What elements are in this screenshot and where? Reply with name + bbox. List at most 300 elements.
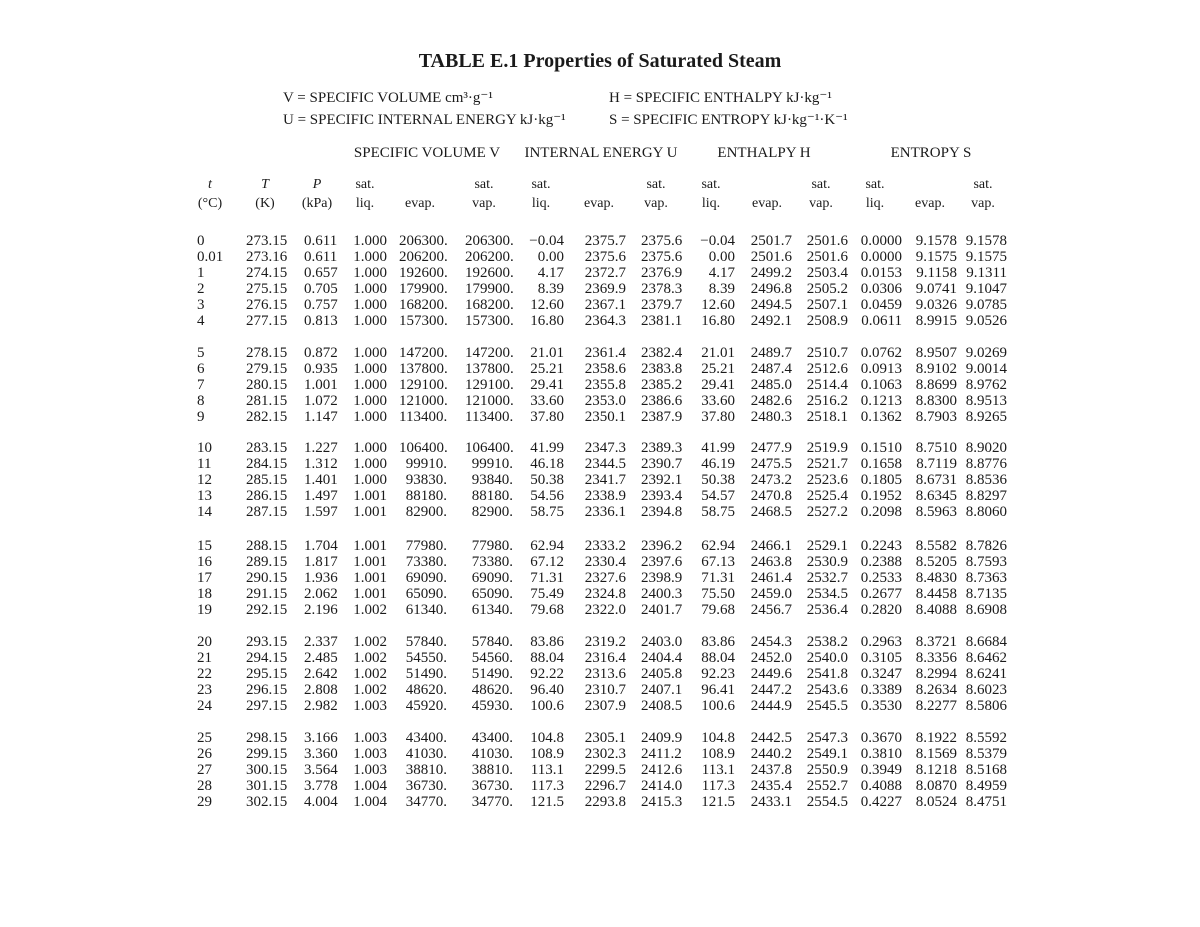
cell-u-sat-liq: 117.3 bbox=[530, 778, 564, 794]
cell-pressure: 0.705 bbox=[304, 281, 338, 297]
cell-s-sat-liq: 0.2963 bbox=[860, 634, 902, 650]
cell-u-sat-liq: 108.9 bbox=[530, 746, 564, 762]
cell-t-kelvin: 296.15 bbox=[246, 682, 288, 698]
cell-h-sat-liq: 75.50 bbox=[701, 586, 735, 602]
cell-v-sat-liq: 1.000 bbox=[353, 472, 387, 488]
cell-v-evap: 157300. bbox=[399, 313, 448, 329]
cell-v-sat-liq: 1.000 bbox=[353, 440, 387, 456]
cell-v-sat-vap: 129100. bbox=[465, 377, 514, 393]
cell-v-evap: 77980. bbox=[405, 538, 447, 554]
cell-h-evap: 2468.5 bbox=[750, 504, 792, 520]
header-v-evap-2: evap. bbox=[405, 196, 435, 211]
cell-pressure: 2.337 bbox=[304, 634, 338, 650]
header-u-sat-liq-1: sat. bbox=[531, 177, 551, 192]
cell-s-sat-vap: 8.9762 bbox=[965, 377, 1007, 393]
cell-v-evap: 41030. bbox=[405, 746, 447, 762]
cell-pressure: 0.935 bbox=[304, 361, 338, 377]
cell-u-sat-liq: 33.60 bbox=[530, 393, 564, 409]
cell-v-sat-vap: 99910. bbox=[471, 456, 513, 472]
cell-v-sat-liq: 1.000 bbox=[353, 297, 387, 313]
cell-v-evap: 179900. bbox=[399, 281, 448, 297]
cell-t-kelvin: 283.15 bbox=[246, 440, 288, 456]
cell-h-evap: 2437.8 bbox=[750, 762, 792, 778]
cell-v-sat-liq: 1.000 bbox=[353, 361, 387, 377]
cell-u-sat-liq: 37.80 bbox=[530, 409, 564, 425]
cell-pressure: 0.813 bbox=[304, 313, 338, 329]
group-header-enthalpy: ENTHALPY H bbox=[717, 145, 811, 161]
cell-v-sat-vap: 48620. bbox=[471, 682, 513, 698]
cell-v-evap: 48620. bbox=[405, 682, 447, 698]
cell-t-celsius: 22 bbox=[197, 666, 212, 682]
cell-h-sat-liq: 4.17 bbox=[708, 265, 735, 281]
cell-t-kelvin: 297.15 bbox=[246, 698, 288, 714]
cell-h-sat-vap: 2505.2 bbox=[806, 281, 848, 297]
cell-t-celsius: 8 bbox=[197, 393, 205, 409]
cell-u-evap: 2305.1 bbox=[584, 730, 626, 746]
cell-t-celsius: 6 bbox=[197, 361, 205, 377]
cell-v-sat-liq: 1.000 bbox=[353, 265, 387, 281]
cell-t-kelvin: 278.15 bbox=[246, 345, 288, 361]
cell-v-sat-liq: 1.000 bbox=[353, 345, 387, 361]
cell-s-sat-vap: 9.1578 bbox=[965, 233, 1007, 249]
cell-pressure: 2.062 bbox=[304, 586, 338, 602]
cell-v-sat-liq: 1.000 bbox=[353, 249, 387, 265]
cell-h-evap: 2489.7 bbox=[750, 345, 792, 361]
cell-h-evap: 2435.4 bbox=[750, 778, 792, 794]
cell-v-evap: 113400. bbox=[399, 409, 448, 425]
cell-h-sat-liq: 21.01 bbox=[701, 345, 735, 361]
cell-s-sat-vap: 8.4751 bbox=[965, 794, 1007, 810]
cell-u-sat-vap: 2405.8 bbox=[641, 666, 683, 682]
cell-u-sat-liq: 113.1 bbox=[530, 762, 564, 778]
legend-entropy: S = SPECIFIC ENTROPY kJ·kg⁻¹·K⁻¹ bbox=[609, 112, 848, 128]
cell-t-kelvin: 289.15 bbox=[246, 554, 288, 570]
cell-h-evap: 2494.5 bbox=[750, 297, 792, 313]
cell-s-evap: 8.4088 bbox=[915, 602, 957, 618]
cell-u-sat-vap: 2398.9 bbox=[641, 570, 683, 586]
cell-u-sat-vap: 2396.2 bbox=[641, 538, 683, 554]
cell-h-sat-liq: 58.75 bbox=[701, 504, 735, 520]
cell-u-evap: 2299.5 bbox=[584, 762, 626, 778]
cell-h-sat-liq: 88.04 bbox=[701, 650, 735, 666]
cell-h-sat-vap: 2503.4 bbox=[806, 265, 848, 281]
cell-s-sat-liq: 0.3670 bbox=[860, 730, 902, 746]
cell-u-sat-liq: 71.31 bbox=[530, 570, 564, 586]
header-h-sat-vap-1: sat. bbox=[811, 177, 831, 192]
cell-t-kelvin: 273.15 bbox=[246, 233, 288, 249]
cell-s-evap: 8.5205 bbox=[915, 554, 957, 570]
cell-u-sat-vap: 2382.4 bbox=[641, 345, 683, 361]
cell-h-sat-liq: 71.31 bbox=[701, 570, 735, 586]
cell-h-sat-liq: 33.60 bbox=[701, 393, 735, 409]
cell-u-sat-vap: 2404.4 bbox=[641, 650, 683, 666]
cell-v-sat-liq: 1.003 bbox=[353, 762, 387, 778]
cell-s-evap: 8.2634 bbox=[915, 682, 957, 698]
cell-u-sat-liq: 4.17 bbox=[537, 265, 564, 281]
cell-t-kelvin: 300.15 bbox=[246, 762, 288, 778]
cell-u-sat-vap: 2407.1 bbox=[641, 682, 683, 698]
cell-h-sat-vap: 2550.9 bbox=[806, 762, 848, 778]
cell-v-evap: 192600. bbox=[399, 265, 448, 281]
cell-u-evap: 2358.6 bbox=[584, 361, 626, 377]
cell-t-kelvin: 301.15 bbox=[246, 778, 288, 794]
cell-h-sat-vap: 2545.5 bbox=[806, 698, 848, 714]
header-v-sat-vap-1: sat. bbox=[474, 177, 494, 192]
cell-v-sat-vap: 54560. bbox=[471, 650, 513, 666]
cell-s-evap: 8.8699 bbox=[915, 377, 957, 393]
cell-s-sat-vap: 8.8776 bbox=[965, 456, 1007, 472]
cell-h-sat-liq: 100.6 bbox=[701, 698, 735, 714]
cell-s-sat-liq: 0.1805 bbox=[860, 472, 902, 488]
cell-s-sat-vap: 8.8060 bbox=[965, 504, 1007, 520]
cell-t-celsius: 12 bbox=[197, 472, 212, 488]
cell-s-sat-liq: 0.1510 bbox=[860, 440, 902, 456]
cell-v-sat-vap: 137800. bbox=[465, 361, 514, 377]
cell-pressure: 2.485 bbox=[304, 650, 338, 666]
cell-t-celsius: 29 bbox=[197, 794, 212, 810]
cell-pressure: 0.757 bbox=[304, 297, 338, 313]
cell-t-celsius: 21 bbox=[197, 650, 212, 666]
cell-s-sat-liq: 0.3949 bbox=[860, 762, 902, 778]
cell-s-sat-vap: 8.9265 bbox=[965, 409, 1007, 425]
header-v-sat-liq-2: liq. bbox=[355, 196, 375, 211]
cell-u-evap: 2355.8 bbox=[584, 377, 626, 393]
cell-h-sat-liq: 83.86 bbox=[701, 634, 735, 650]
cell-u-sat-liq: 121.5 bbox=[530, 794, 564, 810]
cell-u-evap: 2336.1 bbox=[584, 504, 626, 520]
cell-u-sat-vap: 2387.9 bbox=[641, 409, 683, 425]
cell-u-evap: 2307.9 bbox=[584, 698, 626, 714]
cell-s-evap: 8.9102 bbox=[915, 361, 957, 377]
cell-s-sat-liq: 0.3105 bbox=[860, 650, 902, 666]
cell-u-sat-liq: 25.21 bbox=[530, 361, 564, 377]
cell-u-sat-liq: 75.49 bbox=[530, 586, 564, 602]
cell-u-evap: 2333.2 bbox=[584, 538, 626, 554]
cell-s-sat-liq: 0.2388 bbox=[860, 554, 902, 570]
cell-h-evap: 2480.3 bbox=[750, 409, 792, 425]
cell-u-sat-vap: 2390.7 bbox=[641, 456, 683, 472]
cell-s-sat-liq: 0.0000 bbox=[860, 249, 902, 265]
cell-v-sat-liq: 1.001 bbox=[353, 504, 387, 520]
cell-s-evap: 8.1218 bbox=[915, 762, 957, 778]
cell-v-evap: 206200. bbox=[399, 249, 448, 265]
cell-u-evap: 2296.7 bbox=[584, 778, 626, 794]
cell-pressure: 2.808 bbox=[304, 682, 338, 698]
cell-s-sat-liq: 0.4227 bbox=[860, 794, 902, 810]
cell-pressure: 1.497 bbox=[304, 488, 338, 504]
cell-t-celsius: 4 bbox=[197, 313, 205, 329]
header-pressure-2: (kPa) bbox=[301, 196, 333, 211]
cell-h-sat-liq: 29.41 bbox=[701, 377, 735, 393]
cell-v-sat-liq: 1.000 bbox=[353, 313, 387, 329]
cell-v-sat-vap: 77980. bbox=[471, 538, 513, 554]
cell-u-evap: 2341.7 bbox=[584, 472, 626, 488]
cell-v-sat-liq: 1.000 bbox=[353, 377, 387, 393]
cell-s-evap: 8.9507 bbox=[915, 345, 957, 361]
cell-pressure: 1.817 bbox=[304, 554, 338, 570]
cell-u-sat-vap: 2378.3 bbox=[641, 281, 683, 297]
cell-u-sat-liq: 67.12 bbox=[530, 554, 564, 570]
cell-u-evap: 2350.1 bbox=[584, 409, 626, 425]
cell-v-sat-vap: 34770. bbox=[471, 794, 513, 810]
cell-v-sat-liq: 1.002 bbox=[353, 602, 387, 618]
cell-v-sat-liq: 1.001 bbox=[353, 570, 387, 586]
cell-t-celsius: 1 bbox=[197, 265, 205, 281]
cell-s-sat-vap: 8.5379 bbox=[965, 746, 1007, 762]
cell-h-sat-liq: 104.8 bbox=[701, 730, 735, 746]
cell-s-sat-liq: 0.2820 bbox=[860, 602, 902, 618]
cell-v-evap: 93830. bbox=[405, 472, 447, 488]
cell-t-celsius: 17 bbox=[197, 570, 212, 586]
cell-t-celsius: 27 bbox=[197, 762, 212, 778]
cell-h-sat-liq: 12.60 bbox=[701, 297, 735, 313]
cell-s-evap: 9.1575 bbox=[915, 249, 957, 265]
cell-s-sat-vap: 9.1575 bbox=[965, 249, 1007, 265]
cell-t-celsius: 5 bbox=[197, 345, 205, 361]
cell-pressure: 1.704 bbox=[304, 538, 338, 554]
cell-u-sat-liq: 16.80 bbox=[530, 313, 564, 329]
cell-t-kelvin: 286.15 bbox=[246, 488, 288, 504]
cell-v-sat-liq: 1.001 bbox=[353, 586, 387, 602]
cell-s-evap: 8.2994 bbox=[915, 666, 957, 682]
cell-h-evap: 2470.8 bbox=[750, 488, 792, 504]
cell-t-kelvin: 292.15 bbox=[246, 602, 288, 618]
cell-u-evap: 2372.7 bbox=[584, 265, 626, 281]
cell-s-evap: 8.6345 bbox=[915, 488, 957, 504]
cell-s-sat-liq: 0.3247 bbox=[860, 666, 902, 682]
cell-v-evap: 129100. bbox=[399, 377, 448, 393]
cell-h-sat-liq: 0.00 bbox=[708, 249, 735, 265]
cell-h-sat-vap: 2516.2 bbox=[806, 393, 848, 409]
cell-s-sat-vap: 8.5592 bbox=[965, 730, 1007, 746]
cell-h-sat-liq: 121.5 bbox=[701, 794, 735, 810]
cell-u-sat-liq: −0.04 bbox=[529, 233, 564, 249]
cell-u-sat-vap: 2383.8 bbox=[641, 361, 683, 377]
cell-h-evap: 2473.2 bbox=[750, 472, 792, 488]
cell-u-evap: 2344.5 bbox=[584, 456, 626, 472]
cell-h-sat-vap: 2523.6 bbox=[806, 472, 848, 488]
cell-t-kelvin: 276.15 bbox=[246, 297, 288, 313]
cell-u-evap: 2364.3 bbox=[584, 313, 626, 329]
header-pressure-1: P bbox=[312, 177, 322, 192]
cell-s-sat-liq: 0.3530 bbox=[860, 698, 902, 714]
group-header-volume: SPECIFIC VOLUME V bbox=[353, 145, 501, 161]
cell-s-sat-vap: 8.6908 bbox=[965, 602, 1007, 618]
cell-t-kelvin: 281.15 bbox=[246, 393, 288, 409]
cell-v-sat-liq: 1.002 bbox=[353, 682, 387, 698]
cell-t-celsius: 16 bbox=[197, 554, 212, 570]
cell-h-sat-liq: 8.39 bbox=[708, 281, 735, 297]
cell-u-evap: 2316.4 bbox=[584, 650, 626, 666]
cell-s-evap: 9.1578 bbox=[915, 233, 957, 249]
cell-v-sat-liq: 1.000 bbox=[353, 393, 387, 409]
cell-s-evap: 8.7119 bbox=[916, 456, 957, 472]
cell-s-sat-vap: 8.7826 bbox=[965, 538, 1007, 554]
cell-u-sat-vap: 2381.1 bbox=[641, 313, 683, 329]
cell-v-sat-liq: 1.001 bbox=[353, 554, 387, 570]
header-u-sat-vap-2: vap. bbox=[644, 196, 668, 211]
cell-s-sat-liq: 0.0306 bbox=[860, 281, 902, 297]
cell-u-sat-vap: 2386.6 bbox=[641, 393, 683, 409]
header-t-kelvin-1: T bbox=[261, 177, 269, 192]
cell-pressure: 1.001 bbox=[304, 377, 338, 393]
cell-u-evap: 2322.0 bbox=[584, 602, 626, 618]
cell-u-evap: 2369.9 bbox=[584, 281, 626, 297]
cell-v-sat-vap: 192600. bbox=[465, 265, 514, 281]
cell-v-evap: 147200. bbox=[399, 345, 448, 361]
cell-t-celsius: 10 bbox=[197, 440, 212, 456]
cell-v-sat-liq: 1.001 bbox=[353, 538, 387, 554]
cell-h-sat-liq: 79.68 bbox=[701, 602, 735, 618]
cell-u-sat-vap: 2409.9 bbox=[641, 730, 683, 746]
cell-pressure: 1.072 bbox=[304, 393, 338, 409]
cell-t-celsius: 25 bbox=[197, 730, 212, 746]
cell-h-sat-vap: 2501.6 bbox=[806, 233, 848, 249]
cell-u-sat-liq: 88.04 bbox=[530, 650, 564, 666]
cell-h-evap: 2496.8 bbox=[750, 281, 792, 297]
cell-h-sat-liq: 41.99 bbox=[701, 440, 735, 456]
cell-u-sat-liq: 8.39 bbox=[537, 281, 564, 297]
group-header-entropy: ENTROPY S bbox=[890, 145, 972, 161]
cell-v-sat-vap: 147200. bbox=[465, 345, 514, 361]
cell-t-kelvin: 302.15 bbox=[246, 794, 288, 810]
cell-t-celsius: 3 bbox=[197, 297, 205, 313]
header-s-sat-vap-1: sat. bbox=[973, 177, 993, 192]
cell-h-evap: 2440.2 bbox=[750, 746, 792, 762]
header-s-sat-vap-2: vap. bbox=[971, 196, 995, 211]
cell-h-evap: 2454.3 bbox=[750, 634, 792, 650]
cell-v-evap: 137800. bbox=[399, 361, 448, 377]
cell-v-sat-vap: 51490. bbox=[471, 666, 513, 682]
cell-h-sat-vap: 2529.1 bbox=[806, 538, 848, 554]
cell-h-evap: 2452.0 bbox=[750, 650, 792, 666]
cell-u-evap: 2367.1 bbox=[584, 297, 626, 313]
cell-v-sat-vap: 41030. bbox=[471, 746, 513, 762]
cell-pressure: 1.227 bbox=[304, 440, 338, 456]
cell-h-evap: 2501.6 bbox=[750, 249, 792, 265]
cell-h-evap: 2456.7 bbox=[750, 602, 792, 618]
cell-v-evap: 106400. bbox=[399, 440, 448, 456]
cell-u-sat-liq: 21.01 bbox=[530, 345, 564, 361]
cell-v-sat-vap: 93840. bbox=[471, 472, 513, 488]
cell-pressure: 1.597 bbox=[304, 504, 338, 520]
cell-h-sat-vap: 2525.4 bbox=[806, 488, 848, 504]
cell-u-sat-vap: 2385.2 bbox=[641, 377, 683, 393]
cell-v-sat-liq: 1.003 bbox=[353, 698, 387, 714]
cell-v-evap: 99910. bbox=[405, 456, 447, 472]
cell-s-sat-vap: 8.8297 bbox=[965, 488, 1007, 504]
cell-h-sat-vap: 2518.1 bbox=[806, 409, 848, 425]
cell-h-sat-vap: 2514.4 bbox=[806, 377, 848, 393]
cell-h-evap: 2475.5 bbox=[750, 456, 792, 472]
cell-v-sat-liq: 1.002 bbox=[353, 666, 387, 682]
cell-t-kelvin: 294.15 bbox=[246, 650, 288, 666]
cell-h-sat-vap: 2532.7 bbox=[806, 570, 848, 586]
cell-v-sat-vap: 45930. bbox=[471, 698, 513, 714]
cell-v-evap: 38810. bbox=[405, 762, 447, 778]
cell-u-sat-vap: 2389.3 bbox=[641, 440, 683, 456]
cell-u-sat-vap: 2403.0 bbox=[641, 634, 683, 650]
cell-v-sat-vap: 206300. bbox=[465, 233, 514, 249]
cell-s-evap: 9.1158 bbox=[916, 265, 957, 281]
cell-s-evap: 8.0870 bbox=[915, 778, 957, 794]
cell-h-sat-vap: 2534.5 bbox=[806, 586, 848, 602]
cell-v-evap: 69090. bbox=[405, 570, 447, 586]
cell-t-celsius: 0.01 bbox=[197, 249, 224, 265]
cell-h-sat-vap: 2543.6 bbox=[806, 682, 848, 698]
header-s-sat-liq-2: liq. bbox=[865, 196, 885, 211]
cell-t-kelvin: 288.15 bbox=[246, 538, 288, 554]
cell-v-evap: 206300. bbox=[399, 233, 448, 249]
cell-t-celsius: 18 bbox=[197, 586, 212, 602]
cell-u-sat-vap: 2408.5 bbox=[641, 698, 683, 714]
cell-t-celsius: 2 bbox=[197, 281, 205, 297]
cell-s-sat-liq: 0.2677 bbox=[860, 586, 902, 602]
cell-pressure: 3.360 bbox=[304, 746, 338, 762]
cell-v-sat-liq: 1.003 bbox=[353, 746, 387, 762]
cell-h-sat-vap: 2521.7 bbox=[806, 456, 848, 472]
cell-t-kelvin: 299.15 bbox=[246, 746, 288, 762]
cell-u-sat-liq: 62.94 bbox=[530, 538, 564, 554]
cell-v-evap: 45920. bbox=[405, 698, 447, 714]
cell-h-evap: 2487.4 bbox=[750, 361, 792, 377]
group-header-internal-energy: INTERNAL ENERGY U bbox=[524, 145, 678, 161]
header-s-sat-liq-1: sat. bbox=[865, 177, 885, 192]
cell-v-sat-vap: 168200. bbox=[465, 297, 514, 313]
header-h-sat-vap-2: vap. bbox=[809, 196, 833, 211]
cell-u-evap: 2347.3 bbox=[584, 440, 626, 456]
cell-v-sat-liq: 1.004 bbox=[353, 794, 387, 810]
cell-v-sat-vap: 157300. bbox=[465, 313, 514, 329]
cell-s-evap: 8.3721 bbox=[915, 634, 957, 650]
cell-v-sat-vap: 179900. bbox=[465, 281, 514, 297]
cell-u-sat-vap: 2375.6 bbox=[641, 233, 683, 249]
header-s-evap-2: evap. bbox=[915, 196, 945, 211]
cell-h-sat-liq: 50.38 bbox=[701, 472, 735, 488]
cell-s-sat-vap: 9.0526 bbox=[965, 313, 1007, 329]
cell-u-evap: 2361.4 bbox=[584, 345, 626, 361]
cell-u-sat-liq: 83.86 bbox=[530, 634, 564, 650]
cell-s-sat-vap: 8.5806 bbox=[965, 698, 1007, 714]
cell-v-sat-vap: 206200. bbox=[465, 249, 514, 265]
cell-h-evap: 2485.0 bbox=[750, 377, 792, 393]
cell-h-evap: 2501.7 bbox=[750, 233, 792, 249]
cell-h-sat-liq: 46.19 bbox=[701, 456, 735, 472]
cell-v-evap: 54550. bbox=[405, 650, 447, 666]
cell-u-sat-vap: 2415.3 bbox=[641, 794, 683, 810]
cell-h-evap: 2463.8 bbox=[750, 554, 792, 570]
cell-u-sat-vap: 2412.6 bbox=[641, 762, 683, 778]
cell-t-celsius: 15 bbox=[197, 538, 212, 554]
cell-t-celsius: 24 bbox=[197, 698, 212, 714]
cell-s-evap: 8.2277 bbox=[915, 698, 957, 714]
cell-v-sat-vap: 38810. bbox=[471, 762, 513, 778]
cell-u-sat-vap: 2411.2 bbox=[641, 746, 682, 762]
cell-v-sat-vap: 61340. bbox=[471, 602, 513, 618]
cell-u-evap: 2310.7 bbox=[584, 682, 626, 698]
cell-t-celsius: 7 bbox=[197, 377, 205, 393]
cell-t-celsius: 19 bbox=[197, 602, 212, 618]
cell-s-sat-liq: 0.1362 bbox=[860, 409, 902, 425]
cell-h-sat-vap: 2530.9 bbox=[806, 554, 848, 570]
cell-t-kelvin: 282.15 bbox=[246, 409, 288, 425]
cell-s-sat-liq: 0.0000 bbox=[860, 233, 902, 249]
cell-pressure: 1.312 bbox=[304, 456, 338, 472]
cell-v-evap: 73380. bbox=[405, 554, 447, 570]
cell-v-evap: 43400. bbox=[405, 730, 447, 746]
cell-h-sat-vap: 2510.7 bbox=[806, 345, 848, 361]
header-h-sat-liq-2: liq. bbox=[701, 196, 721, 211]
